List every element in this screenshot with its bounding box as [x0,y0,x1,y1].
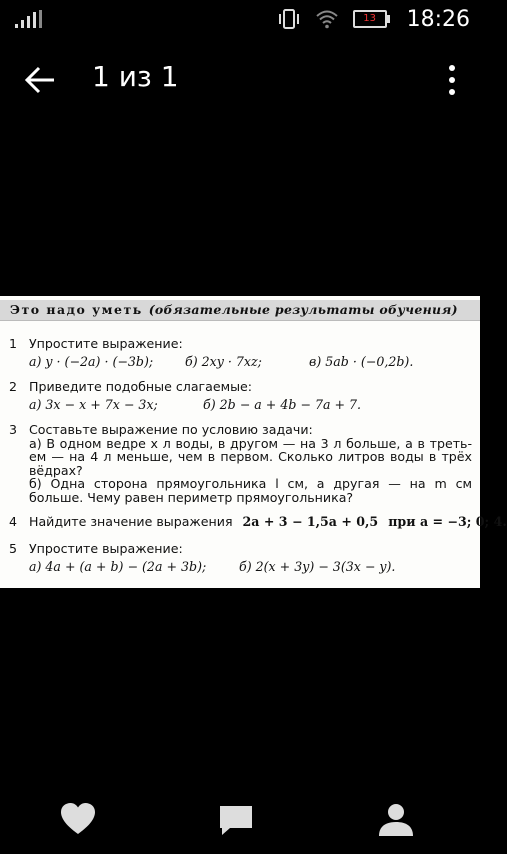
task-number: 1 [9,336,18,351]
signal-icon [14,10,42,28]
status-bar [0,0,480,38]
viewer-toolbar [0,38,480,120]
section-subtitle: (обязательные результаты обучения) [148,302,458,317]
comment-icon[interactable] [216,800,256,840]
task-expression: 2a + 3 − 1,5a + 0,5 [242,514,379,529]
task-part-b: б) Одна сторона прямоугольника l см, а другая — на m см больше. Чему равен периметр прямоугольника? [29,476,472,505]
task-prompt: Приведите подобные слагаемые: [29,379,253,394]
heart-icon[interactable] [58,800,98,840]
task-part: а) 3x − x + 7x − 3x; [29,396,158,412]
document-page[interactable] [0,296,507,588]
task-part: б) 2(x + 3y) − 3(3x − y). [239,558,396,574]
task-prompt: Упростите выражение: [29,541,183,556]
battery-icon: 13 [353,10,387,28]
section-title: Это надо уметь [10,302,143,317]
more-vert-icon[interactable] [442,62,462,98]
section-header [0,300,480,321]
task-part: б) 2xy · 7xz; [185,353,262,369]
task-values: при a = −3; 0; 4. [388,514,507,529]
task-prompt: Составьте выражение по условию задачи: [29,422,313,437]
task-part: б) 2b − a + 4b − 7a + 7. [203,396,362,412]
task-part: а) 4a + (a + b) − (2a + 3b); [29,558,207,574]
back-arrow-icon[interactable] [22,62,58,98]
task-part-a: а) В одном ведре x л воды, в другом — на 3 л больше, а в треть-ем — на 4 л меньше, чем в первом. Сколько литров воды в трёх вёдрах? [29,435,472,478]
wifi-icon [315,9,339,29]
task-number: 2 [9,379,18,394]
task-prompt: Найдите значение выражения [29,514,233,529]
page-counter-title: 1 из 1 [92,60,179,93]
vibrate-icon [277,8,301,30]
task-number: 4 [9,514,18,529]
task-part: а) y · (−2a) · (−3b); [29,353,154,369]
task-number: 5 [9,541,18,556]
task-number: 3 [9,422,18,437]
task-prompt: Упростите выражение: [29,336,183,351]
task-part: в) 5ab · (−0,2b). [309,353,414,369]
profile-icon[interactable] [376,800,416,840]
status-time: 18:26 [406,6,470,32]
bottom-action-bar [0,790,480,854]
